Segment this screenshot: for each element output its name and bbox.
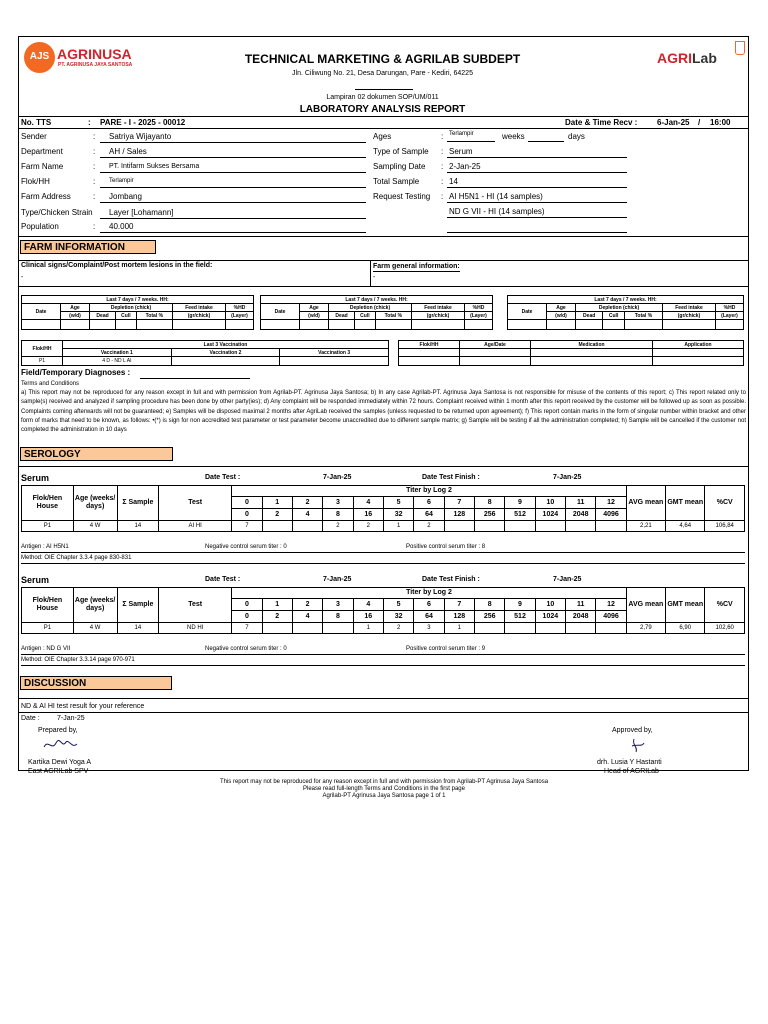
titer-cell: 16 [353,509,383,521]
col-depletion: Depletion (chick) [576,304,663,312]
vacc-row-flok: P1 [22,357,63,366]
med-flok: Flok/HH [399,341,460,349]
med-medication: Medication [531,341,653,349]
log-cell: 0 [232,497,262,509]
method-text: Method: OIE Chapter 3.3.14 page 970-971 [21,657,135,663]
last7-table-3 [507,295,744,330]
sigma-header: Σ Sample [117,588,159,623]
farm-name-label: Farm Name [21,162,64,171]
department-underline [100,157,366,158]
log-cell: 12 [596,599,626,611]
diagnoses-label: Field/Temporary Diagnoses : [21,368,131,377]
col-hd-sub: (Layer) [465,312,493,320]
col-age: Age [61,304,90,312]
sampling-date-value: 2-Jan-25 [449,162,481,171]
terms-text: a) This report may not be reproduced for any reason except in full and with permission from Agrilab-PT. Agrinusa Jaya Santosa; b) In any case Agrilab-PT. Agrinusa Jaya Santosa is not responsible for misuse of the contents of this report; c) This report related only to sample(s) received and analyzed if sampling procedure has been done by other party(ies); d) Any complaint will be responded immediately within 72 hours. Complaint received within 1 month after this report received by the customer will be followed up as soon as possible. Complaints coming afterwards will not be guaranteed; e) Samples will be disposed maximal 2 months after AgriLab received the samples (unless requested to be returned upon agreement); f) This report contain marks in the form of singular number within bracket and other form of marks that need to be known, as follows: •(*) is sign for non accredited test parameter or test parameter become unaccredited due to different sample matrix; g) Sample will be testing if all the administration completed; h) Sample will be cancelled if the customer not completed the administration in 10 days [21,390,746,434]
date-value: 7-Jan-25 [57,715,85,722]
row-age: 4 W [73,521,117,532]
log-cell: 5 [383,599,413,611]
titer-label: Titer by Log 2 [232,588,626,599]
table-row [22,521,745,532]
farm-address-colon: : [93,192,96,201]
sample-type-colon: : [441,147,444,156]
preparer-signature [42,737,80,753]
row-flok: P1 [22,521,74,532]
agrilab-agri: AGRI [657,50,692,66]
report-title: LABORATORY ANALYSIS REPORT [299,104,466,115]
count-cell: 2 [414,521,444,532]
method-rule [21,665,745,666]
info-bottom-rule [18,236,748,237]
clinical-bottom [18,286,748,287]
farm-info-header: FARM INFORMATION [20,240,156,254]
vacc-1-label: Vaccination 1 [63,349,172,357]
logo-ajs-text: AJS [29,51,50,62]
col-feed: Feed intake [663,304,716,312]
ages-underline [447,141,495,142]
col-feed-sub: (gr/chick) [663,312,716,320]
row-sample: 14 [117,623,159,634]
titer-cell: 4 [292,611,322,623]
antigen-rule [21,654,745,655]
titer-cell: 0 [232,611,262,623]
ages-colon: : [441,132,444,141]
count-cell [566,623,596,634]
ages-days: days [568,132,585,141]
titer-cell: 1024 [535,611,565,623]
titer-cell: 64 [414,509,444,521]
department-label: Department [21,147,63,156]
method-rule [21,563,745,564]
count-cell [323,623,353,634]
sampling-date-colon: : [441,162,444,171]
sender-colon: : [93,132,96,141]
row-cv: 106,84 [705,521,745,532]
log-cell: 9 [505,497,535,509]
date-test-value: 7-Jan-25 [323,576,352,583]
col-total: Total % [624,312,662,320]
count-cell [566,521,596,532]
log-cell: 12 [596,497,626,509]
date-finish-label: Date Test Finish : [422,576,480,583]
request-1-underline [447,202,627,203]
row-gmt: 4,64 [666,521,705,532]
discussion-header: DISCUSSION [20,676,172,690]
date-test-row [205,576,745,587]
flask-icon [735,41,745,55]
prepared-by: Prepared by, [38,727,78,734]
col-age: Age [547,304,576,312]
date-finish-label: Date Test Finish : [422,474,480,481]
row-avg: 2,21 [626,521,665,532]
titer-cell: 4 [292,509,322,521]
vacc-flok-label: Flok/HH [22,341,63,357]
pos-control-text: Positive control serum titer : 8 [406,544,486,550]
request-3-underline [447,232,627,233]
approved-by: Approved by, [612,727,653,734]
population-value: 40.000 [109,222,134,231]
titer-cell: 8 [323,509,353,521]
col-date: Date [261,304,300,320]
log-cell: 1 [262,599,292,611]
medication-table [398,340,744,366]
request-testing-value-2: ND G VII - HI (14 samples) [449,207,545,216]
test-header: Test [159,486,232,521]
request-testing-label: Request Testing [373,192,431,201]
col-hd: %HD [465,304,493,312]
footer-line-2: Please read full-length Terms and Conditions in the first page [303,786,465,792]
med-application: Application [653,341,744,349]
log-cell: 9 [505,599,535,611]
serum-label: Serum [21,473,50,483]
recv-time: 16:00 [710,118,731,127]
last7-title: Last 7 days / 7 weeks. HH: [508,296,744,304]
department-value: AH / Sales [109,147,147,156]
count-cell: 2 [383,623,413,634]
serology-header: SEROLOGY [20,447,173,461]
info-rule [18,128,748,129]
serology-rule [18,466,748,467]
count-cell [535,623,565,634]
approver-title: Head of AGRILab [604,768,659,775]
date-finish-value: 7-Jan-25 [553,576,582,583]
preparer-name: Kartika Dewi Yoga A [28,759,92,766]
col-date: Date [508,304,547,320]
count-cell: 3 [414,623,444,634]
titer-cell: 2048 [566,611,596,623]
recv-label: Date & Time Recv : [565,118,638,127]
population-colon: : [93,222,96,231]
count-cell [505,521,535,532]
count-cell [292,521,322,532]
log-cell: 3 [323,599,353,611]
row-cv: 102,60 [705,623,745,634]
titer-cell: 512 [505,509,535,521]
vacc-3-label: Vaccination 3 [280,349,389,357]
brand-name: AGRINUSA [57,46,132,62]
col-hd-sub: (Layer) [716,312,744,320]
titer-cell: 32 [383,611,413,623]
count-cell: 1 [383,521,413,532]
agrinusa-logo [24,42,55,73]
recv-date: 6-Jan-25 [657,118,690,127]
request-testing-colon: : [441,192,444,201]
avg-header: AVG mean [626,486,665,521]
col-hd: %HD [716,304,744,312]
col-age-sub: (w/d) [300,312,329,320]
strain-underline [100,218,366,219]
count-cell [444,521,474,532]
count-cell [474,521,504,532]
col-age-sub: (w/d) [547,312,576,320]
count-cell [262,521,292,532]
diagnoses-underline [140,378,250,379]
vacc-last3: Last 3 Vaccination [63,341,389,349]
log-cell: 11 [566,599,596,611]
strain-label: Type/Chicken Strain [21,208,93,217]
farm-name-value: PT. Intifarm Sukses Bersama [109,163,200,170]
date-test-label: Date Test : [205,576,241,583]
row-avg: 2,79 [626,623,665,634]
serum-label: Serum [21,575,50,585]
col-dead: Dead [576,312,603,320]
sample-type-underline [447,157,627,158]
no-tts-label: No. TTS [21,118,52,127]
log-cell: 5 [383,497,413,509]
antigen-text: Antigen : ND G VII [21,646,71,652]
cv-header: %CV [705,588,745,623]
titer-cell: 2048 [566,509,596,521]
request-testing-value-1: AI H5N1 - HI (14 samples) [449,192,543,201]
no-tts-value: PARE - I - 2025 - 00012 [100,118,186,127]
total-sample-label: Total Sample [373,177,420,186]
log-cell: 7 [444,497,474,509]
count-cell: 2 [353,521,383,532]
population-label: Population [21,222,59,231]
col-feed: Feed intake [173,304,226,312]
log-cell: 3 [323,497,353,509]
last7-title: Last 7 days / 7 weeks. HH: [261,296,493,304]
ages-label: Ages [373,132,392,141]
department-colon: : [93,147,96,156]
log-cell: 2 [292,497,322,509]
titer-cell: 128 [444,509,474,521]
date-test-value: 7-Jan-25 [323,474,352,481]
titer-cell: 2 [262,611,292,623]
age-header: Age (weeks/ days) [73,486,117,521]
antigen-rule [21,552,745,553]
log-cell: 10 [535,497,565,509]
brand-subtitle: PT. AGRINUSA JAYA SANTOSA [58,62,133,68]
general-info-value: - [373,274,376,281]
lampiran-ref: Lampiran 02 dokumen SOP/UM/011 [326,94,439,101]
row-sample: 14 [117,521,159,532]
count-cell [596,623,626,634]
neg-control-text: Negative control serum titer : 0 [205,646,287,652]
titer-cell: 1024 [535,509,565,521]
count-cell [292,623,322,634]
preparer-title: East AGRILab SPV [28,768,89,775]
titer-table [21,587,745,634]
row-test: AI HI [159,521,232,532]
count-cell: 1 [444,623,474,634]
count-cell [262,623,292,634]
test-header: Test [159,588,232,623]
col-cull: Cull [116,312,137,320]
neg-control-text: Negative control serum titer : 0 [205,544,287,550]
flok-header: Flok/Hen House [22,486,74,521]
sender-label: Sender [21,132,47,141]
count-cell: 7 [232,623,262,634]
total-sample-value: 14 [449,177,458,186]
flok-header: Flok/Hen House [22,588,74,623]
log-cell: 0 [232,599,262,611]
clinical-label: Clinical signs/Complaint/Post mortem lesions in the field: [21,262,213,269]
col-total: Total % [136,312,172,320]
sender-value: Satriya Wijayanto [109,132,172,141]
approver-signature [628,737,648,755]
gmt-header: GMT mean [666,588,705,623]
pos-control-text: Positive control serum titer : 9 [406,646,486,652]
table-row [22,623,745,634]
titer-cell: 8 [323,611,353,623]
titer-cell: 128 [444,611,474,623]
log-cell: 6 [414,497,444,509]
row-age: 4 W [73,623,117,634]
farm-name-colon: : [93,162,96,171]
row-test: ND HI [159,623,232,634]
discussion-text: ND & AI HI test result for your reference [21,703,145,710]
titer-table [21,485,745,532]
sender-underline [100,142,366,143]
med-agedate: Age/Date [460,341,531,349]
row-flok: P1 [22,623,74,634]
title-underline [18,116,748,117]
log-cell: 8 [474,497,504,509]
discussion-rule [18,698,748,699]
agrilab-logo [657,50,717,68]
col-feed-sub: (gr/chick) [412,312,465,320]
agrilab-lab: Lab [692,50,717,66]
page-title: TECHNICAL MARKETING & AGRILAB SUBDEPT [244,52,521,66]
count-cell [596,521,626,532]
col-cull: Cull [603,312,625,320]
log-cell: 11 [566,497,596,509]
count-cell [535,521,565,532]
titer-cell: 2 [262,509,292,521]
log-cell: 7 [444,599,474,611]
log-cell: 8 [474,599,504,611]
farm-name-underline [100,172,366,173]
col-depletion: Depletion (chick) [90,304,173,312]
flok-label: Flok/HH [21,177,50,186]
titer-cell: 4096 [596,611,626,623]
method-text: Method: OIE Chapter 3.3.4 page 830-831 [21,555,132,561]
farm-info-rule [18,260,748,261]
col-dead: Dead [90,312,116,320]
col-hd-sub: (Layer) [226,312,254,320]
last7-table-1 [21,295,254,330]
date-test-label: Date Test : [205,474,241,481]
address: Jln. Ciliwung No. 21, Desa Darungan, Pare - Kediri, 64225 [292,70,473,77]
gmt-header: GMT mean [666,486,705,521]
date-finish-value: 7-Jan-25 [553,474,582,481]
recv-sep: / [698,118,701,127]
count-cell [474,623,504,634]
count-cell: 1 [353,623,383,634]
last7-table-2 [260,295,493,330]
titer-cell: 32 [383,509,413,521]
farm-address-underline [100,202,366,203]
vacc-row-v1: 4 D - ND L AI [63,357,172,366]
sampling-date-label: Sampling Date [373,162,426,171]
sigma-header: Σ Sample [117,486,159,521]
date-label: Date : [21,715,40,722]
log-cell: 4 [353,497,383,509]
footer-line-3: Agrilab-PT Agrinusa Jaya Santosa page 1 of 1 [322,793,446,799]
flok-colon: : [93,177,96,186]
log-cell: 6 [414,599,444,611]
last7-title: Last 7 days / 7 weeks. HH: [22,296,254,304]
col-date: Date [22,304,61,320]
col-cull: Cull [355,312,376,320]
titer-cell: 256 [474,509,504,521]
strain-value: Layer [Lohamann] [109,208,174,217]
log-cell: 4 [353,599,383,611]
titer-cell: 256 [474,611,504,623]
clinical-divider [370,260,371,286]
lampiran-overline [355,89,413,90]
col-feed-sub: (gr/chick) [173,312,226,320]
farm-address-label: Farm Address [21,192,71,201]
log-cell: 1 [262,497,292,509]
count-cell [505,623,535,634]
col-total: Total % [375,312,411,320]
col-feed: Feed intake [412,304,465,312]
clinical-value: - [21,274,24,281]
titer-label: Titer by Log 2 [232,486,626,497]
antigen-text: Antigen : AI H5N1 [21,544,69,550]
sample-type-value: Serum [449,147,473,156]
sample-type-label: Type of Sample [373,147,429,156]
row-gmt: 6,90 [666,623,705,634]
general-info-label: Farm general information: [373,263,460,270]
col-age: Age [300,304,329,312]
log-cell: 10 [535,599,565,611]
avg-header: AVG mean [626,588,665,623]
count-cell: 7 [232,521,262,532]
vaccination-table [21,340,389,366]
flok-value: Terlampir [109,178,134,184]
no-tts-colon: : [88,118,91,127]
terms-title: Terms and Conditions [21,381,80,387]
population-underline [100,232,366,233]
col-age-sub: (w/d) [61,312,90,320]
titer-cell: 0 [232,509,262,521]
cv-header: %CV [705,486,745,521]
ages-value: Terlampir [449,131,474,137]
date-test-row [205,474,745,485]
discussion-text-rule [18,712,748,713]
approver-name: drh. Lusia Y Hastanti [597,759,662,766]
total-sample-colon: : [441,177,444,186]
col-depletion: Depletion (chick) [329,304,412,312]
col-hd: %HD [226,304,254,312]
farm-address-value: Jombang [109,192,142,201]
log-cell: 2 [292,599,322,611]
weeks-underline [528,141,564,142]
vacc-2-label: Vaccination 2 [171,349,280,357]
sampling-date-underline [447,172,627,173]
col-dead: Dead [329,312,355,320]
titer-cell: 16 [353,611,383,623]
ages-weeks: weeks [502,132,525,141]
flok-underline [100,187,366,188]
titer-cell: 64 [414,611,444,623]
count-cell: 2 [323,521,353,532]
age-header: Age (weeks/ days) [73,588,117,623]
titer-cell: 512 [505,611,535,623]
footer-line-1: This report may not be reproduced for any reason except in full and with permission from Agrilab-PT Agrinusa Jaya Santosa [219,779,549,785]
titer-cell: 4096 [596,509,626,521]
total-sample-underline [447,187,627,188]
request-2-underline [447,217,627,218]
